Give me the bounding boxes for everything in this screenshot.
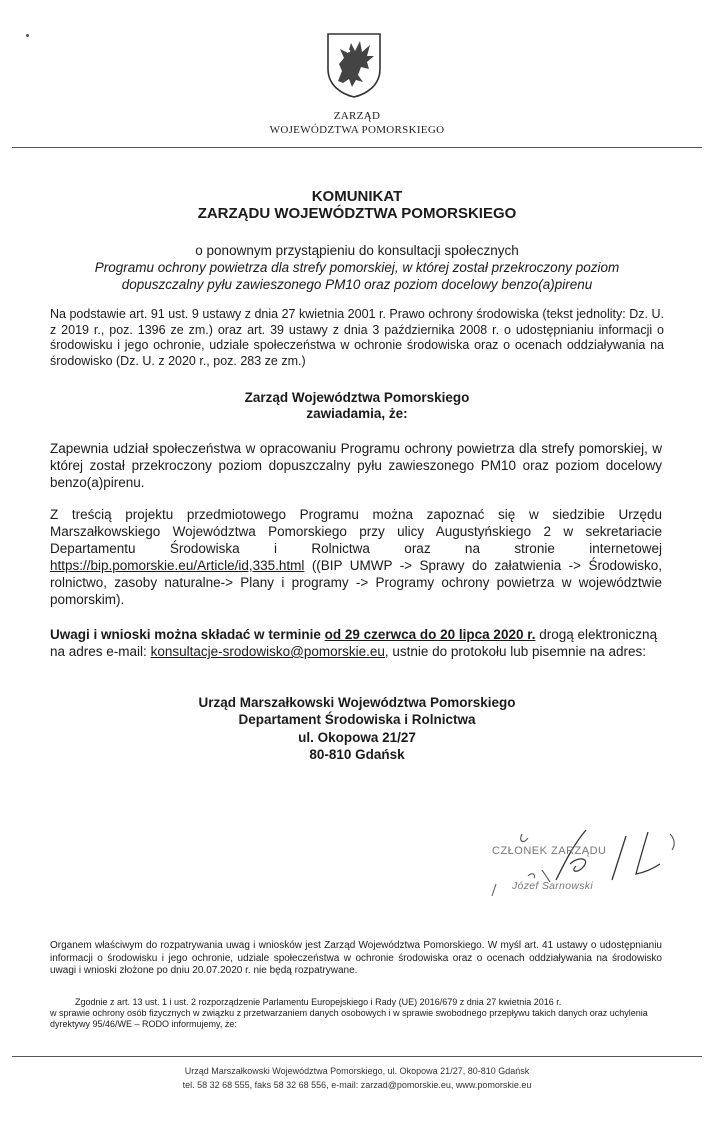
access-path-text: ((BIP UMWP -> Sprawy do załatwienia -> Środowisko, rolnictwo, zasoby naturalne-> Plany i programy -> Programy ochrony powietrza w województwie pomorskim). [50, 558, 662, 607]
subject-intro: o ponownym przystąpieniu do konsultacji społecznych [195, 243, 519, 258]
board-heading: Zarząd Województwa Pomorskiego [244, 390, 470, 405]
notice-title: KOMUNIKAT [311, 188, 403, 205]
address-department: Departament Środowiska i Rolnictwa [238, 712, 476, 727]
scan-speck [26, 34, 29, 37]
address-city: 80-810 Gdańsk [309, 747, 405, 762]
consultation-email-link[interactable]: konsultacje-srodowisko@pomorskie.eu [150, 644, 385, 659]
org-name-line2: WOJEWÓDZTWA POMORSKIEGO [269, 124, 445, 136]
submission-end: , ustnie do protokołu lub pisemnie na adres: [384, 644, 647, 659]
paragraph-access [50, 506, 662, 608]
footer-rule [12, 1056, 702, 1057]
signatory-name: Józef Sarnowski [512, 880, 593, 892]
paragraph-participation: Zapewnia udział społeczeństwa w opracowaniu Programu ochrony powietrza dla strefy pomorskiej, w której został przekroczony poziom dopuszczalny pyłu zawieszonego PM10 oraz poziom docelowy benzo(a)pirenu. [50, 441, 662, 490]
board-announces: zawiadamia, że: [306, 406, 408, 421]
address-office: Urząd Marszałkowski Województwa Pomorskiego [198, 695, 516, 710]
note-gdpr [50, 997, 662, 1030]
footer-address: Urząd Marszałkowski Województwa Pomorskiego, ul. Okopowa 21/27, 80-810 Gdańsk [184, 1066, 530, 1076]
note-gdpr-line2: w sprawie ochrony osób fizycznych w związku z przetwarzaniem danych osobowych i w sprawie swobodnego przepływu takich danych oraz uchylenia dyrektywy 95/46/WE – RODO informujemy, że: [50, 1008, 648, 1029]
address-street: ul. Okopowa 21/27 [298, 730, 416, 745]
submission-intro: Uwagi i wnioski można składać w terminie [50, 627, 321, 642]
paragraph-submission [50, 626, 662, 660]
legal-basis: Na podstawie art. 91 ust. 9 ustawy z dnia 27 kwietnia 2001 r. Prawo ochrony środowiska (tekst jednolity: Dz. U. z 2019 r., poz. 1396 ze zm.) oraz art. 39 ustawy z dnia 3 października 2008 r. o udostępnianiu informacji o środowisku i jego ochronie, udziale społeczeństwa w ochronie środowiska oraz o ocenach oddziaływania na środowisko (Dz. U. z 2020 r., poz. 283 ze zm.) [50, 307, 664, 368]
program-name-line1: Programu ochrony powietrza dla strefy pomorskiej, w której został przekroczony poziom [94, 260, 620, 275]
org-name-line1: ZARZĄD [333, 110, 381, 122]
signature-title: CZŁONEK ZARZĄDU [492, 845, 607, 857]
notice-subject [60, 242, 654, 293]
access-text: Z treścią projektu przedmiotowego Programu można zapoznać się w siedzibie Urzędu Marszałkowskiego Województwa Pomorskiego przy ulicy Augustyńskiego 2 w sekretariacie Departamentu Środowiska i Rolnictwa oraz na stronie internetowej [50, 507, 662, 556]
bip-link[interactable]: https://bip.pomorskie.eu/Article/id,335.html [50, 558, 305, 573]
footer-contact: tel. 58 32 68 555, faks 58 32 68 556, e-mail: zarzad@pomorskie.eu, www.pomorskie.eu [182, 1080, 532, 1090]
header-rule [12, 147, 702, 148]
notice-subtitle: ZARZĄDU WOJEWÓDZTWA POMORSKIEGO [197, 205, 517, 222]
note-gdpr-line1: Zgodnie z art. 13 ust. 1 i ust. 2 rozporządzenie Parlamentu Europejskiego i Rady (UE) 2016/679 z dnia 27 kwietnia 2016 r. [75, 997, 562, 1007]
griffin-crest-icon [325, 31, 383, 99]
program-name-line2: dopuszczalny pyłu zawieszonego PM10 oraz poziom docelowy benzo(a)pirenu [121, 277, 593, 292]
submission-date-range: od 29 czerwca do 20 lipca 2020 r. [324, 627, 536, 642]
note-competent-authority: Organem właściwym do rozpatrywania uwag i wniosków jest Zarząd Województwa Pomorskiego. W myśl art. 41 ustawy o udostępnianiu informacji o środowisku i jego ochronie, udziale społeczeństwa w ochronie środowiska oraz o ocenach oddziaływania na środowisko uwagi i wnioski złożone po dniu 20.07.2020 r. nie będą rozpatrywane. [50, 940, 662, 976]
submission-mid: drogą elektroniczną na adres e-mail: [50, 627, 658, 659]
